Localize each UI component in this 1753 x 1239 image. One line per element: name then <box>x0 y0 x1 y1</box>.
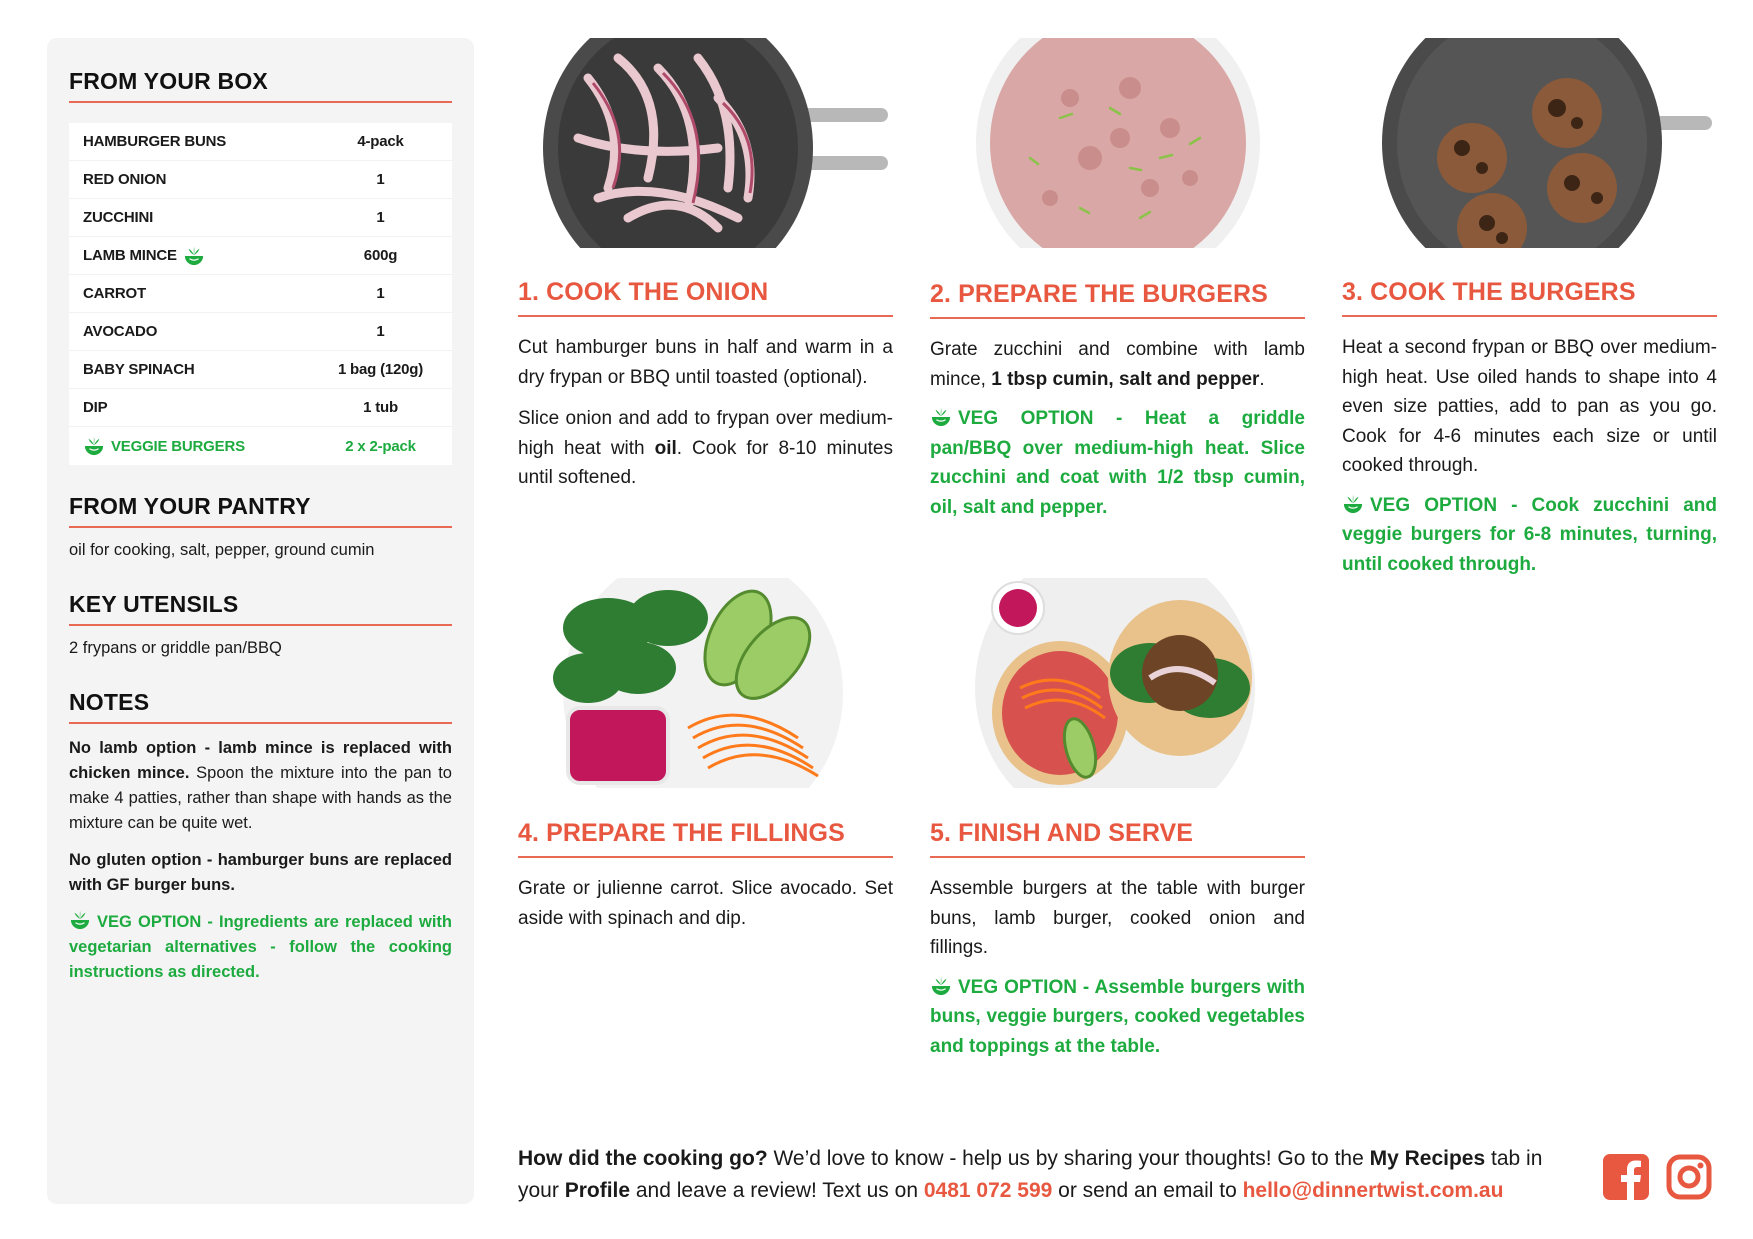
step-4-photo <box>518 578 893 788</box>
footer-question: How did the cooking go? <box>518 1147 768 1170</box>
review-footer <box>518 1143 1578 1207</box>
footer-text-4: or send an email to <box>1052 1179 1243 1202</box>
ingredient-qty: 1 tub <box>363 399 398 416</box>
burger-plate-illustration <box>930 578 1305 788</box>
key-utensils-title: KEY UTENSILS <box>69 591 452 626</box>
step-3-title: 3. COOK THE BURGERS <box>1342 278 1717 317</box>
ingredients-table <box>69 123 452 465</box>
note-no-gluten <box>69 848 452 898</box>
step-3-veg-option <box>1342 491 1717 580</box>
step-1-text: Cut hamburger buns in half and warm in a dry frypan or BBQ until toasted (optional). <box>518 337 893 388</box>
step-2-text-c: . <box>1259 368 1265 390</box>
mince-bowl-illustration <box>930 38 1305 248</box>
step-4-title: 4. PREPARE THE FILLINGS <box>518 819 893 858</box>
footer-text-1: We’d love to know - help us by sharing your thoughts! Go to the <box>767 1147 1370 1170</box>
fillings-plate-illustration <box>518 578 893 788</box>
footer-profile: Profile <box>564 1179 631 1202</box>
ingredient-row <box>69 123 452 161</box>
step-1-title: 1. COOK THE ONION <box>518 278 893 317</box>
step-prepare-fillings <box>518 578 893 933</box>
step-2-text-b: 1 tbsp cumin, salt and pepper <box>991 368 1260 390</box>
ingredient-name: DIP <box>83 399 108 416</box>
notes-title: NOTES <box>69 689 452 724</box>
ingredient-qty: 2 x 2-pack <box>345 437 416 455</box>
veg-leaf-icon <box>83 436 105 456</box>
ingredient-row <box>69 237 452 275</box>
ingredient-name: CARROT <box>83 285 146 302</box>
footer-text-3: and leave a review! Text us on <box>630 1179 924 1202</box>
patties-pan-illustration <box>1342 38 1717 248</box>
step-3-veg-text: VEG OPTION - Cook zucchini and veggie burgers for 6-8 minutes, turning, until cooked through. <box>1342 494 1717 575</box>
note-no-lamb <box>69 736 452 836</box>
onion-pan-illustration <box>518 38 893 248</box>
ingredient-name: ZUCCHINI <box>83 209 154 226</box>
note-no-lamb-text: Spoon the mixture into the pan to make 4 patties, rather than shape with hands as the mixture can be quite wet. <box>69 764 452 832</box>
utensils-text: 2 frypans or griddle pan/BBQ <box>69 639 282 657</box>
step-1-text-2a: Slice onion and add to frypan over medium-high heat with <box>518 408 893 459</box>
step-prepare-burgers <box>930 38 1305 522</box>
note-veg-option <box>69 910 452 985</box>
ingredient-qty: 1 bag (120g) <box>337 361 424 378</box>
step-cook-onion <box>518 38 893 493</box>
step-5-veg-text: VEG OPTION - Assemble burgers with buns, veggie burgers, cooked vegetables and toppings at the table. <box>930 976 1305 1057</box>
step-3-photo <box>1342 38 1717 248</box>
ingredient-qty: 4-pack <box>357 133 404 150</box>
footer-phone-link[interactable]: 0481 072 599 <box>923 1179 1053 1202</box>
veg-leaf-icon <box>183 246 205 266</box>
note-veg-option-text: VEG OPTION - Ingredients are replaced with vegetarian alternatives - follow the cooking instructions as directed. <box>69 913 452 981</box>
step-1-text-2 <box>518 404 893 493</box>
step-finish-serve <box>930 578 1305 1061</box>
ingredient-row-veg <box>69 427 452 465</box>
ingredient-name-cell <box>69 436 309 456</box>
step-2-text-a: Grate zucchini and combine with lamb mince, <box>930 339 1305 390</box>
ingredient-name: AVOCADO <box>83 323 158 340</box>
step-1-photo <box>518 38 893 248</box>
step-2-veg-option <box>930 404 1305 522</box>
step-5-photo <box>930 578 1305 788</box>
note-no-gluten-bold: No gluten option - hamburger buns are replaced with GF burger buns. <box>69 851 452 894</box>
footer-text-2: tab in your <box>518 1147 1543 1202</box>
veg-leaf-icon <box>930 976 952 996</box>
note-no-lamb-bold: No lamb option - lamb mince is replaced with chicken mince. <box>69 739 452 782</box>
step-4-text: Grate or julienne carrot. Slice avocado. Set aside with spinach and dip. <box>518 878 893 929</box>
step-2-title: 2. PREPARE THE BURGERS <box>930 280 1305 319</box>
pantry-text: oil for cooking, salt, pepper, ground cumin <box>69 541 375 559</box>
footer-my-recipes: My Recipes <box>1369 1147 1486 1170</box>
instagram-icon[interactable] <box>1666 1154 1712 1200</box>
ingredient-name: VEGGIE BURGERS <box>111 437 245 455</box>
veg-leaf-icon <box>1342 494 1364 514</box>
ingredient-row <box>69 389 452 427</box>
ingredient-row <box>69 313 452 351</box>
facebook-icon[interactable] <box>1603 1154 1649 1200</box>
ingredient-row <box>69 199 452 237</box>
step-5-title: 5. FINISH AND SERVE <box>930 819 1305 858</box>
step-5-text: Assemble burgers at the table with burger buns, lamb burger, cooked onion and fillings. <box>930 878 1305 958</box>
step-1-text-2b: oil <box>654 437 677 459</box>
ingredient-qty: 1 <box>376 323 385 340</box>
step-2-photo <box>930 38 1305 248</box>
step-2-text <box>930 335 1305 394</box>
ingredients-sidebar <box>47 38 474 1204</box>
ingredient-qty: 1 <box>376 171 385 188</box>
ingredient-name-cell <box>69 246 309 266</box>
from-your-box-title: FROM YOUR BOX <box>69 68 452 103</box>
ingredient-name: RED ONION <box>83 171 167 188</box>
ingredient-name: BABY SPINACH <box>83 361 195 378</box>
ingredient-qty: 1 <box>376 209 385 226</box>
step-5-veg-option <box>930 973 1305 1062</box>
footer-email-link[interactable]: hello@dinnertwist.com.au <box>1242 1179 1504 1202</box>
ingredient-qty: 600g <box>363 247 398 264</box>
veg-leaf-icon <box>930 407 952 427</box>
veg-leaf-icon <box>69 910 91 930</box>
step-3-text: Heat a second frypan or BBQ over medium-high heat. Use oiled hands to shape into 4 even size patties, add to pan as you go. Cook for 4-6 minutes each size or until cooked through. <box>1342 337 1717 476</box>
step-2-veg-text: VEG OPTION - Heat a griddle pan/BBQ over medium-high heat. Slice zucchini and coat with 1/2 tbsp cumin, oil, salt and pepper. <box>930 408 1305 518</box>
ingredient-row <box>69 351 452 389</box>
ingredient-qty: 1 <box>376 285 385 302</box>
step-cook-burgers <box>1342 38 1717 579</box>
ingredient-name: HAMBURGER BUNS <box>83 133 227 150</box>
ingredient-row <box>69 161 452 199</box>
from-your-pantry-title: FROM YOUR PANTRY <box>69 493 452 528</box>
ingredient-row <box>69 275 452 313</box>
step-1-text-2c: . Cook for 8-10 minutes until softened. <box>518 437 893 488</box>
ingredient-name: LAMB MINCE <box>83 247 177 264</box>
